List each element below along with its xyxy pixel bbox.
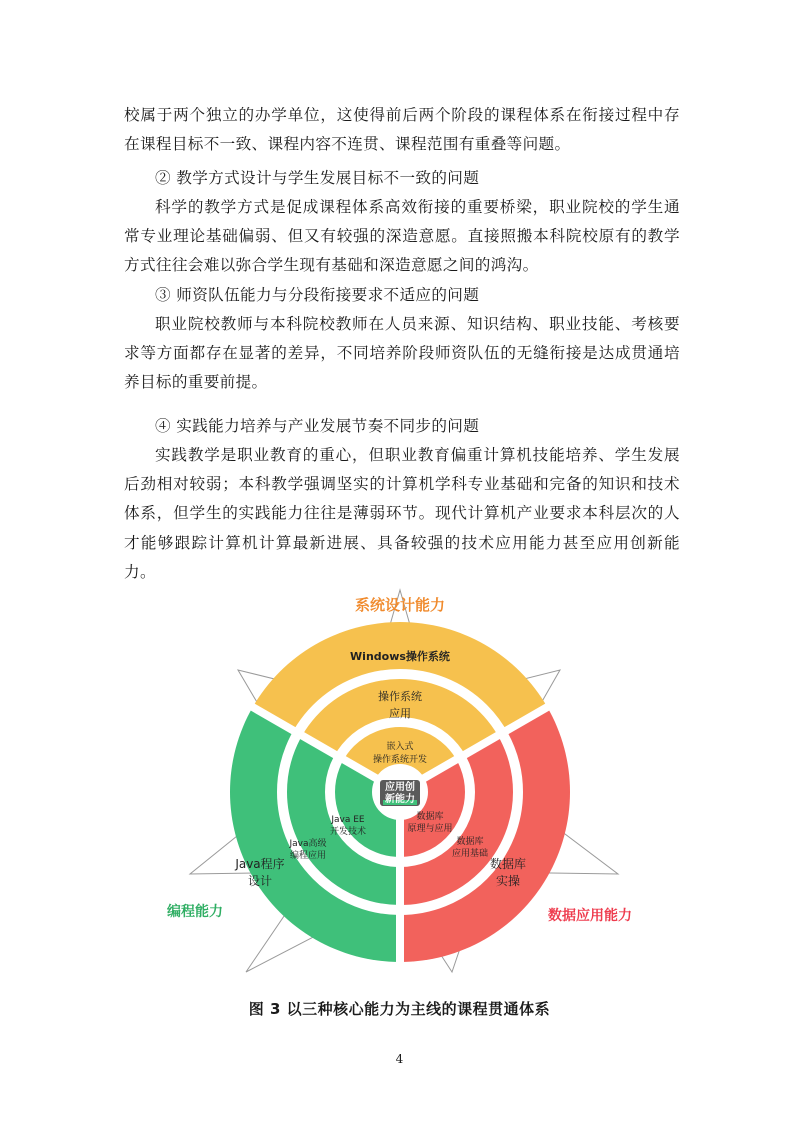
label-os-app-2: 应用 [389, 707, 411, 720]
label-windows-os: Windows操作系统 [350, 650, 450, 663]
label-javaee-2: 开发技术 [329, 827, 367, 837]
label-db-practice-2: 实操 [495, 874, 521, 888]
figure-caption: 图 3 以三种核心能力为主线的课程贯通体系 [248, 1000, 551, 1018]
core-abilities-diagram [140, 582, 660, 982]
heading-3: ③ 师资队伍能力与分段衔接要求不适应的问题 [155, 286, 480, 304]
title-data-application: 数据应用能力 [548, 908, 632, 924]
paragraph-continued: 校属于两个独立的办学单位，这使得前后两个阶段的课程体系在衔接过程中存在课程目标不一致、课程内容不连贯、课程范围有重叠等问题。 [124, 106, 680, 154]
heading-4: ④ 实践能力培养与产业发展节奏不同步的问题 [155, 417, 480, 435]
label-embedded-1: 嵌入式 [386, 742, 414, 752]
label-java-adv-1: Java高级 [289, 839, 327, 849]
paragraph-teaching-method: 科学的教学方式是促成课程体系高效衔接的重要桥梁，职业院校的学生通常专业理论基础偏弱、但又有较强的深造意愿。直接照搬本科院校原有的教学方式往往会难以弥合学生现有基础和深造意愿之间的鸿沟。 [124, 198, 680, 275]
title-programming: 编程能力 [167, 904, 223, 920]
label-java-1: Java程序 [235, 857, 285, 871]
label-db-basic-1: 数据库 [456, 837, 484, 847]
label-db-basic-2: 应用基础 [451, 849, 489, 859]
label-db-principle-2: 原理与应用 [407, 824, 453, 834]
label-java-2: 设计 [247, 874, 273, 888]
paragraph-practice: 实践教学是职业教育的重心，但职业教育偏重计算机技能培养、学生发展后劲相对较弱；本科教学强调坚实的计算机学科专业基础和完备的知识和技术体系，但学生的实践能力往往是薄弱环节。现代计算机产业要求本科层次的人才能够跟踪计算机计算最新进展、具备较强的技术应用能力甚至应用创新能力。 [124, 446, 680, 581]
page-number: 4 [395, 1052, 404, 1066]
label-db-practice-1: 数据库 [489, 857, 527, 871]
figure-core-abilities [140, 582, 660, 982]
label-javaee-1: Java EE [331, 815, 365, 825]
center-label-line1: 应用创 [385, 782, 415, 793]
paragraph-faculty: 职业院校教师与本科院校教师在人员来源、知识结构、职业技能、考核要求等方面都存在显著的差异，不同培养阶段师资队伍的无缝衔接是达成贯通培养目标的重要前提。 [124, 315, 680, 392]
center-label-line2: 新能力 [385, 794, 415, 805]
heading-2: ② 教学方式设计与学生发展目标不一致的问题 [155, 169, 480, 187]
label-os-app-1: 操作系统 [378, 690, 422, 703]
label-embedded-2: 操作系统开发 [372, 755, 428, 765]
label-db-principle-1: 数据库 [416, 812, 444, 822]
title-system-design: 系统设计能力 [354, 596, 446, 614]
label-java-adv-2: 编程应用 [289, 851, 327, 861]
